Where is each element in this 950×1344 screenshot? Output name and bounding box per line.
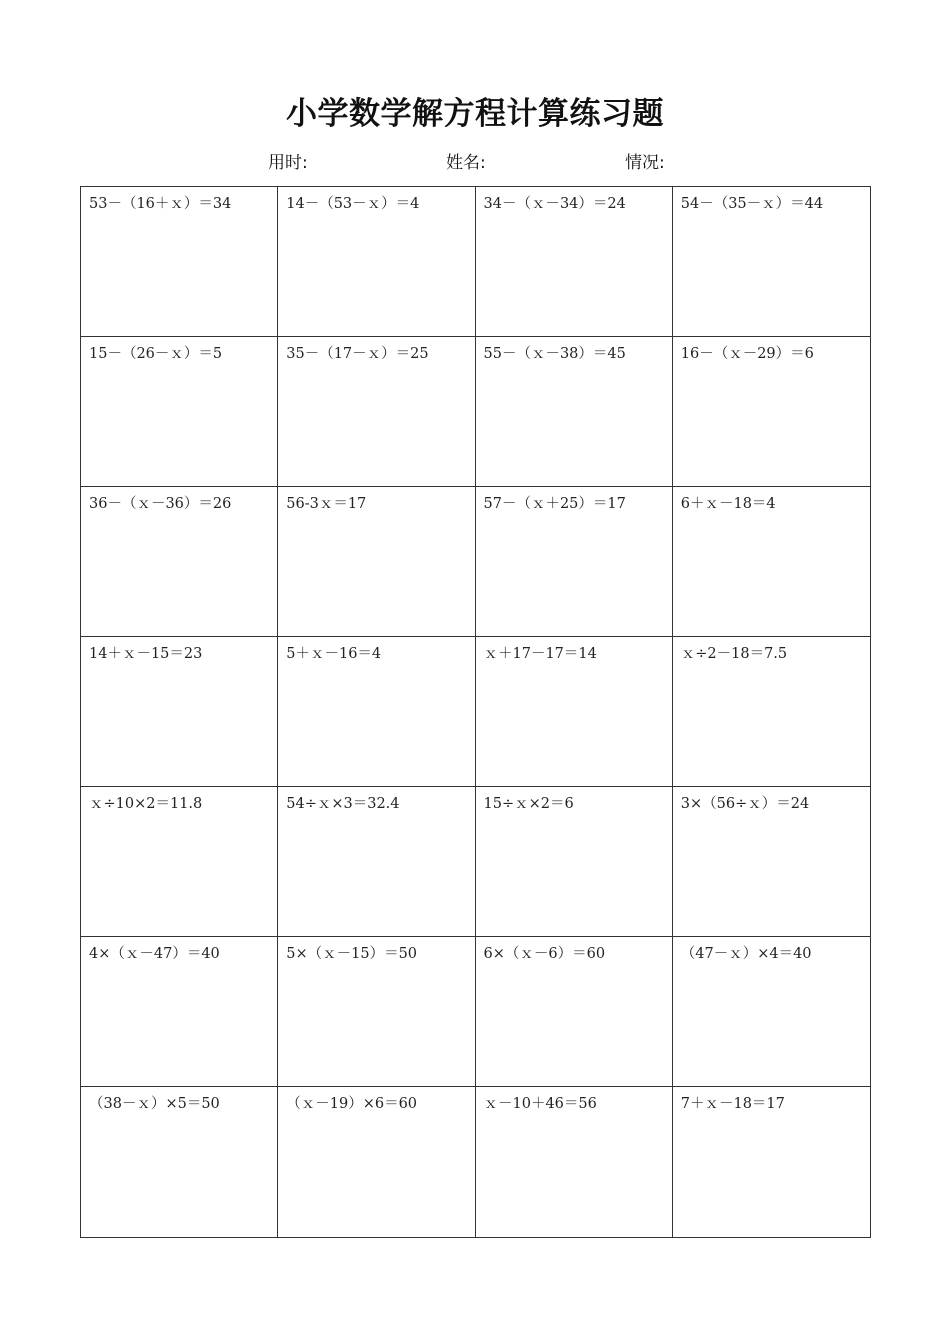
equation-text: ｘ＋17－17＝14 xyxy=(483,646,597,662)
time-label: 用时: xyxy=(268,153,308,173)
equation-text: 16－（ｘ－29）＝6 xyxy=(680,346,814,362)
problem-cell xyxy=(278,937,475,1087)
problem-cell xyxy=(673,787,870,937)
equation-text: ｘ－10＋46＝56 xyxy=(483,1096,597,1112)
problem-cell xyxy=(476,337,673,487)
problem-cell xyxy=(476,937,673,1087)
problem-cell xyxy=(673,937,870,1087)
equation-text: 14＋ｘ－15＝23 xyxy=(89,646,203,662)
problem-cell xyxy=(476,187,673,337)
page-title: 小学数学解方程计算练习题 xyxy=(286,96,664,132)
equation-text: 7＋ｘ－18＝17 xyxy=(680,1096,785,1112)
problem-cell xyxy=(476,637,673,787)
problem-cell xyxy=(673,1087,870,1237)
status-label: 情况: xyxy=(625,153,665,173)
equation-text: 5＋ｘ－16＝4 xyxy=(286,646,382,662)
equation-text: （47－ｘ）×4＝40 xyxy=(680,946,812,962)
problem-cell xyxy=(81,1087,278,1237)
equation-text: ｘ÷10×2＝11.8 xyxy=(89,796,203,812)
equation-text: 3×（56÷ｘ）＝24 xyxy=(680,796,810,812)
problem-cell xyxy=(673,637,870,787)
problem-cell xyxy=(476,1087,673,1237)
problem-cell xyxy=(673,337,870,487)
problem-cell xyxy=(476,487,673,637)
equation-text: 55－（ｘ－38）＝45 xyxy=(483,346,626,362)
equation-text: （ｘ－19）×6＝60 xyxy=(286,1096,418,1112)
problem-cell xyxy=(278,637,475,787)
problem-cell xyxy=(278,1087,475,1237)
problem-cell xyxy=(278,187,475,337)
problem-cell xyxy=(673,187,870,337)
equation-text: ｘ÷2－18＝7.5 xyxy=(680,646,788,662)
equation-text: 5×（ｘ－15）＝50 xyxy=(286,946,418,962)
problem-cell xyxy=(278,487,475,637)
equation-text: 15－（26－ｘ）＝5 xyxy=(89,346,223,362)
equation-text: （38－ｘ）×5＝50 xyxy=(89,1096,220,1112)
equation-text: 6＋ｘ－18＝4 xyxy=(680,496,776,512)
problem-cell xyxy=(673,487,870,637)
problem-cell xyxy=(81,787,278,937)
meta-row xyxy=(0,150,950,176)
equation-text: 4×（ｘ－47）＝40 xyxy=(89,946,220,962)
problem-cell xyxy=(81,937,278,1087)
problem-cell xyxy=(81,187,278,337)
equation-text: 34－（ｘ－34）＝24 xyxy=(483,196,626,212)
problem-cell xyxy=(278,787,475,937)
equation-text: 54－（35－ｘ）＝44 xyxy=(680,196,824,212)
equation-text: 6×（ｘ－6）＝60 xyxy=(483,946,606,962)
equation-text: 36－（ｘ－36）＝26 xyxy=(89,496,232,512)
equation-text: 57－（ｘ＋25）＝17 xyxy=(483,496,626,512)
equation-text: 15÷ｘ×2＝6 xyxy=(483,796,574,812)
problem-grid xyxy=(80,186,871,1238)
name-label: 姓名: xyxy=(446,153,486,173)
equation-text: 35－（17－ｘ）＝25 xyxy=(286,346,429,362)
equation-text: 54÷ｘ×3＝32.4 xyxy=(286,796,400,812)
equation-text: 56-3ｘ＝17 xyxy=(286,496,367,512)
equation-text: 53－（16＋ｘ）＝34 xyxy=(89,196,232,212)
problem-cell xyxy=(81,337,278,487)
problem-cell xyxy=(81,637,278,787)
problem-cell xyxy=(476,787,673,937)
problem-cell xyxy=(81,487,278,637)
problem-cell xyxy=(278,337,475,487)
equation-text: 14－（53－ｘ）＝4 xyxy=(286,196,420,212)
